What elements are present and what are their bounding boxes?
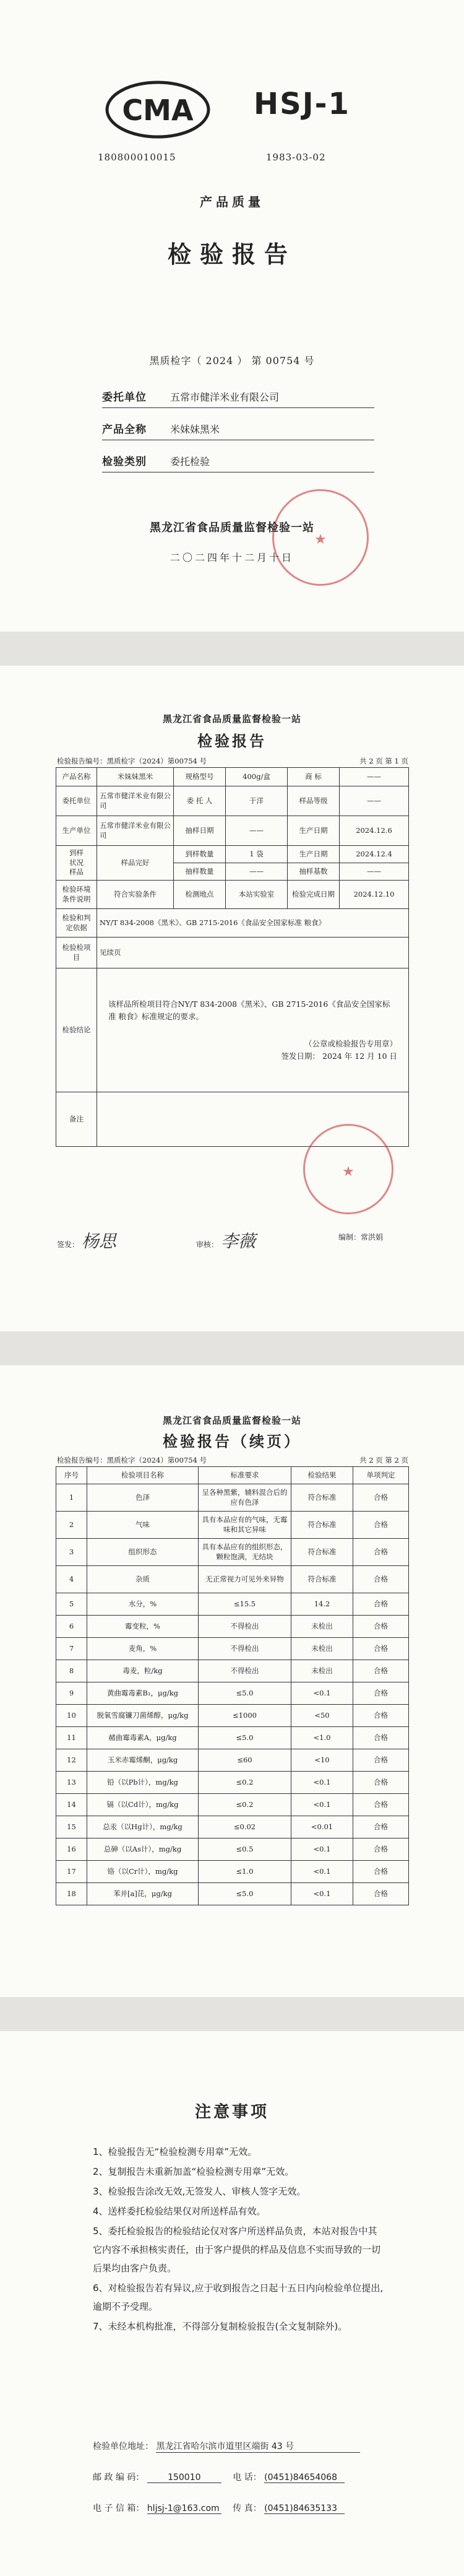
cell-result: <0.1 bbox=[291, 1772, 353, 1794]
cell-requirement: ≤0.2 bbox=[199, 1794, 291, 1816]
cell-label: 到样 状况 样品 bbox=[56, 846, 97, 881]
cell-verdict: 合格 bbox=[353, 1772, 409, 1794]
cell-value: —— bbox=[226, 863, 288, 881]
cell-verdict: 合格 bbox=[353, 1861, 409, 1883]
cell-label: 检验检项目 bbox=[56, 938, 97, 968]
column-header: 单项判定 bbox=[353, 1467, 409, 1484]
table-row bbox=[56, 881, 409, 909]
cell-label: 到样数量 bbox=[174, 846, 226, 863]
signature-row bbox=[57, 1228, 410, 1253]
cell-index: 6 bbox=[56, 1616, 87, 1638]
report-number: 检验报告编号：黑质检字（2024）第00754 号 bbox=[57, 757, 207, 765]
address-line bbox=[93, 2440, 390, 2453]
email-label: 电 子 信 箱： bbox=[93, 2504, 145, 2513]
cover-row-value: 五常市健洋米业有限公司 bbox=[170, 391, 280, 403]
cell-item: 气味 bbox=[87, 1512, 199, 1539]
hsj-logo: HSJ-1 bbox=[254, 87, 350, 121]
cell-result: <10 bbox=[291, 1749, 353, 1772]
cell-index: 18 bbox=[56, 1883, 87, 1905]
notice-item: 2、复制报告未重新加盖“检验检测专用章”无效。 bbox=[93, 2166, 294, 2177]
page-title: 检验报告（续页） bbox=[163, 1432, 301, 1450]
cell-item: 黄曲霉毒素B₁，μg/kg bbox=[87, 1682, 199, 1705]
table-row bbox=[56, 846, 409, 863]
table-row bbox=[56, 1484, 409, 1512]
approver-signature: 杨思 bbox=[81, 1231, 116, 1251]
cell-index: 7 bbox=[56, 1638, 87, 1660]
cell-verdict: 合格 bbox=[353, 1566, 409, 1593]
postcode-phone-line bbox=[93, 2471, 390, 2483]
cell-verdict: 合格 bbox=[353, 1484, 409, 1512]
cell-index: 12 bbox=[56, 1749, 87, 1772]
cell-value: NY/T 834-2008《黑米》、GB 2715-2016《食品安全国家标准 粮食》 bbox=[97, 909, 409, 938]
cell-requirement: ≤5.0 bbox=[199, 1727, 291, 1749]
notice-item: 6、对检验报告若有异议,应于收到报告之日起十五日内向检验单位提出,逾期不予受理。 bbox=[93, 2282, 384, 2312]
cell-label: 生产日期 bbox=[288, 846, 340, 863]
fax-value: (0451)84635133 bbox=[264, 2504, 345, 2514]
conclusion-seal-note: （公章或检验报告专用章） bbox=[304, 1038, 397, 1048]
cell-result: 未检出 bbox=[291, 1660, 353, 1682]
cell-label: 检验和判定依据 bbox=[56, 909, 97, 938]
cell-result: 未检出 bbox=[291, 1616, 353, 1638]
table-row bbox=[56, 816, 409, 846]
cma-logo bbox=[105, 80, 210, 142]
page-count: 共 2 页 第 2 页 bbox=[359, 1456, 408, 1464]
cell-item: 赭曲霉毒素A，μg/kg bbox=[87, 1727, 199, 1749]
table-row bbox=[56, 1539, 409, 1566]
cell-value: 见续页 bbox=[97, 938, 409, 968]
cell-value: 米妹妹黑米 bbox=[97, 768, 174, 786]
notice-item: 5、委托检验报告的检验结论仅对客户所送样品负责，本站对报告中其它内容不承担核实责任，由于客户提供的样品及信息不实而导致的一切后果均由客户负责。 bbox=[93, 2226, 381, 2274]
cell-requirement: 呈各种黑紫，辅料混合后的应有色泽 bbox=[199, 1484, 291, 1512]
table-row bbox=[56, 1749, 409, 1772]
cell-index: 3 bbox=[56, 1539, 87, 1566]
notice-list bbox=[93, 2143, 384, 2337]
cell-index: 1 bbox=[56, 1484, 87, 1512]
cell-verdict: 合格 bbox=[353, 1638, 409, 1660]
cell-verdict: 合格 bbox=[353, 1749, 409, 1772]
cell-label: 抽样日期 bbox=[174, 816, 226, 846]
cell-item: 脱氧雪腐镰刀菌烯醇，μg/kg bbox=[87, 1705, 199, 1727]
cell-index: 11 bbox=[56, 1727, 87, 1749]
cell-requirement: 不得检出 bbox=[199, 1660, 291, 1682]
cell-index: 13 bbox=[56, 1772, 87, 1794]
cell-value: —— bbox=[226, 816, 288, 846]
column-header: 标准要求 bbox=[199, 1467, 291, 1484]
cell-requirement: ≤15.5 bbox=[199, 1593, 291, 1616]
cell-label: 检验环境条件说明 bbox=[56, 881, 97, 909]
cell-result: 14.2 bbox=[291, 1593, 353, 1616]
cell-verdict: 合格 bbox=[353, 1838, 409, 1861]
conclusion-cell bbox=[97, 968, 409, 1092]
report-page-1 bbox=[0, 666, 464, 1331]
cover-title: 检验报告 bbox=[167, 240, 296, 268]
cell-index: 2 bbox=[56, 1512, 87, 1539]
table-row bbox=[56, 786, 409, 816]
cell-result: <0.1 bbox=[291, 1883, 353, 1905]
cell-verdict: 合格 bbox=[353, 1794, 409, 1816]
cell-index: 10 bbox=[56, 1705, 87, 1727]
cell-verdict: 合格 bbox=[353, 1705, 409, 1727]
cell-index: 16 bbox=[56, 1838, 87, 1861]
conclusion-sign-date: 签发日期： 2024 年 12 月 10 日 bbox=[281, 1051, 397, 1061]
table-header-row bbox=[56, 1467, 409, 1484]
cover-subtitle: 产品质量 bbox=[200, 194, 264, 209]
cell-item: 杂质 bbox=[87, 1566, 199, 1593]
cover-org-name: 黑龙江省食品质量监督检验一站 bbox=[150, 521, 314, 534]
cell-requirement: 不得检出 bbox=[199, 1638, 291, 1660]
cell-item: 苯并[a]芘，μg/kg bbox=[87, 1883, 199, 1905]
cell-label: 抽样基数 bbox=[288, 863, 340, 881]
cell-requirement: ≤0.5 bbox=[199, 1838, 291, 1861]
cover-row-label: 检验类别 bbox=[102, 456, 147, 468]
cell-value: —— bbox=[340, 863, 409, 881]
cell-result: 符合标准 bbox=[291, 1539, 353, 1566]
cover-row-client bbox=[102, 383, 374, 408]
cell-verdict: 合格 bbox=[353, 1727, 409, 1749]
page-org-name: 黑龙江省食品质量监督检验一站 bbox=[162, 713, 301, 724]
official-seal: ★ bbox=[303, 1124, 393, 1214]
cell-value: 2024.12.4 bbox=[340, 846, 409, 863]
cell-requirement: 具有本品应有的气味，无霉味和其它异味 bbox=[199, 1512, 291, 1539]
cell-item: 霉变粒，% bbox=[87, 1616, 199, 1638]
cell-requirement: ≤0.02 bbox=[199, 1816, 291, 1838]
cell-item: 组织形态 bbox=[87, 1539, 199, 1566]
conclusion-text: 该样品所检项目符合NY/T 834-2008《黑米》、GB 2715-2016《食品安全国家标准 粮食》标准规定的要求。 bbox=[108, 999, 390, 1021]
cell-value: 2024.12.10 bbox=[340, 881, 409, 909]
cell-value: 于洋 bbox=[226, 786, 288, 816]
cell-result: <0.1 bbox=[291, 1838, 353, 1861]
cell-result: <50 bbox=[291, 1705, 353, 1727]
report-info-table bbox=[56, 767, 409, 1147]
cell-verdict: 合格 bbox=[353, 1539, 409, 1566]
cell-value: 五常市健洋米业有限公司 bbox=[97, 816, 174, 846]
cell-value: 五常市健洋米业有限公司 bbox=[97, 786, 174, 816]
cell-result: 符合标准 bbox=[291, 1484, 353, 1512]
cell-value: —— bbox=[340, 786, 409, 816]
table-row bbox=[56, 1660, 409, 1682]
cell-index: 17 bbox=[56, 1861, 87, 1883]
notice-item: 3、检验报告涂改无效,无签发人、审核人签字无效。 bbox=[93, 2186, 306, 2197]
cover-row-category bbox=[102, 447, 374, 472]
cover-row-value: 米妹妹黑米 bbox=[170, 424, 220, 435]
cell-value: —— bbox=[340, 768, 409, 786]
cell-item: 铅（以Pb计），mg/kg bbox=[87, 1772, 199, 1794]
table-row bbox=[56, 1883, 409, 1905]
cell-item: 水分，% bbox=[87, 1593, 199, 1616]
cell-label: 委托单位 bbox=[56, 786, 97, 816]
cell-value: 400g/盒 bbox=[226, 768, 288, 786]
table-row bbox=[56, 1705, 409, 1727]
notice-item: 4、送样委托检验结果仅对所送样品有效。 bbox=[93, 2206, 266, 2217]
table-row bbox=[56, 1727, 409, 1749]
cell-result: <0.1 bbox=[291, 1794, 353, 1816]
cell-value: 1 袋 bbox=[226, 846, 288, 863]
cert-date: 1983-03-02 bbox=[266, 152, 326, 163]
cell-requirement: 具有本品应有的组织形态，颗粒饱满，无结块 bbox=[199, 1539, 291, 1566]
table-row bbox=[56, 1816, 409, 1838]
page-org-name: 黑龙江省食品质量监督检验一站 bbox=[162, 1415, 301, 1426]
cell-result: 未检出 bbox=[291, 1638, 353, 1660]
reviewer-signature: 李薇 bbox=[220, 1231, 256, 1251]
cell-requirement: ≤0.2 bbox=[199, 1772, 291, 1794]
cell-label: 产品名称 bbox=[56, 768, 97, 786]
cell-item: 毒麦，粒/kg bbox=[87, 1660, 199, 1682]
phone-label: 电 话： bbox=[233, 2473, 262, 2482]
page-title: 检验报告 bbox=[197, 732, 267, 750]
column-header: 检验项目名称 bbox=[87, 1467, 199, 1484]
cell-label: 检测地点 bbox=[174, 881, 226, 909]
email-fax-line bbox=[93, 2502, 390, 2514]
cell-verdict: 合格 bbox=[353, 1616, 409, 1638]
report-page-2 bbox=[0, 1365, 464, 1997]
cell-label: 样品等级 bbox=[288, 786, 340, 816]
phone-value: (0451)84654068 bbox=[264, 2473, 345, 2483]
table-row bbox=[56, 1772, 409, 1794]
table-row bbox=[56, 1593, 409, 1616]
table-row bbox=[56, 909, 409, 938]
notice-item: 1、检验报告无“检验检测专用章”无效。 bbox=[93, 2146, 257, 2157]
cma-logo-text: CMA bbox=[122, 94, 194, 127]
cover-page bbox=[0, 0, 464, 632]
cell-item: 总汞（以Hg计），mg/kg bbox=[87, 1816, 199, 1838]
column-header: 序号 bbox=[56, 1467, 87, 1484]
cell-index: 9 bbox=[56, 1682, 87, 1705]
cell-value: 本站实验室 bbox=[226, 881, 288, 909]
table-row bbox=[56, 1794, 409, 1816]
column-header: 检验结果 bbox=[291, 1467, 353, 1484]
approver-label: 签发： bbox=[57, 1240, 80, 1249]
cell-verdict: 合格 bbox=[353, 1593, 409, 1616]
table-row bbox=[56, 1682, 409, 1705]
cell-item: 色泽 bbox=[87, 1484, 199, 1512]
postcode-value: 150010 bbox=[147, 2473, 221, 2483]
address-label: 检验单位地址： bbox=[93, 2442, 153, 2452]
cell-index: 15 bbox=[56, 1816, 87, 1838]
notice-page bbox=[0, 2031, 464, 2576]
cell-result: 符合标准 bbox=[291, 1512, 353, 1539]
page-gap bbox=[0, 632, 464, 666]
cell-result: <0.1 bbox=[291, 1682, 353, 1705]
cell-label: 备注 bbox=[56, 1092, 97, 1147]
cell-index: 8 bbox=[56, 1660, 87, 1682]
table-row bbox=[56, 1566, 409, 1593]
cell-result: <0.01 bbox=[291, 1816, 353, 1838]
cell-requirement: ≤1000 bbox=[199, 1705, 291, 1727]
cell-item: 麦角，% bbox=[87, 1638, 199, 1660]
cell-value: 样品完好 bbox=[97, 846, 174, 881]
page-gap bbox=[0, 1331, 464, 1365]
results-table bbox=[56, 1466, 409, 1905]
cover-report-number: 黑质检字（ 2024 ） 第 00754 号 bbox=[149, 355, 315, 367]
cell-requirement: ≤1.0 bbox=[199, 1861, 291, 1883]
cell-label: 生产日期 bbox=[288, 816, 340, 846]
cell-result: <0.1 bbox=[291, 1861, 353, 1883]
address-value: 黑龙江省哈尔滨市道里区端街 43 号 bbox=[156, 2440, 360, 2453]
table-row bbox=[56, 938, 409, 968]
cell-requirement: ≤5.0 bbox=[199, 1682, 291, 1705]
cell-verdict: 合格 bbox=[353, 1682, 409, 1705]
fax-label: 传 真： bbox=[233, 2504, 262, 2513]
cell-requirement: ≤5.0 bbox=[199, 1883, 291, 1905]
cell-verdict: 合格 bbox=[353, 1512, 409, 1539]
cell-label: 生产单位 bbox=[56, 816, 97, 846]
cell-verdict: 合格 bbox=[353, 1816, 409, 1838]
cell-label: 抽样数量 bbox=[174, 863, 226, 881]
cell-item: 镉（以Cd计），mg/kg bbox=[87, 1794, 199, 1816]
cell-result: 符合标准 bbox=[291, 1566, 353, 1593]
cell-requirement: ≤60 bbox=[199, 1749, 291, 1772]
notice-title: 注意事项 bbox=[194, 2103, 269, 2121]
cell-label: 商 标 bbox=[288, 768, 340, 786]
cell-label: 规格型号 bbox=[174, 768, 226, 786]
cell-index: 5 bbox=[56, 1593, 87, 1616]
notice-item: 7、未经本机构批准，不得部分复制检验报告(全文复制除外)。 bbox=[93, 2321, 348, 2332]
editor-label: 编制：常洪娟 bbox=[338, 1233, 384, 1242]
cell-verdict: 合格 bbox=[353, 1660, 409, 1682]
cell-index: 14 bbox=[56, 1794, 87, 1816]
table-row bbox=[56, 1861, 409, 1883]
cell-label: 委 托 人 bbox=[174, 786, 226, 816]
cell-item: 总砷（以As计），mg/kg bbox=[87, 1838, 199, 1861]
cell-value: 2024.12.6 bbox=[340, 816, 409, 846]
cell-verdict: 合格 bbox=[353, 1883, 409, 1905]
cover-row-product bbox=[102, 415, 374, 440]
page-count: 共 2 页 第 1 页 bbox=[359, 757, 408, 765]
table-row bbox=[56, 768, 409, 786]
page-gap bbox=[0, 1997, 464, 2031]
report-number: 检验报告编号：黑质检字（2024）第00754 号 bbox=[57, 1456, 207, 1464]
cell-result: <1.0 bbox=[291, 1727, 353, 1749]
cell-value: 符合实验条件 bbox=[97, 881, 174, 909]
cell-label: 检验完成日期 bbox=[288, 881, 340, 909]
cert-number: 180800010015 bbox=[98, 152, 176, 163]
cell-index: 4 bbox=[56, 1566, 87, 1593]
table-row bbox=[56, 1512, 409, 1539]
table-row bbox=[56, 1616, 409, 1638]
cell-requirement: 无正常视力可见外来异物 bbox=[199, 1566, 291, 1593]
reviewer-label: 审核： bbox=[196, 1240, 219, 1249]
cell-requirement: 不得检出 bbox=[199, 1616, 291, 1638]
cover-date: 二〇二四年十二月十日 bbox=[170, 552, 294, 564]
cell-item: 铬（以Cr计），mg/kg bbox=[87, 1861, 199, 1883]
cover-row-label: 产品全称 bbox=[102, 424, 147, 436]
official-seal: ★ bbox=[272, 489, 369, 586]
table-row bbox=[56, 1638, 409, 1660]
cover-row-value: 委托检验 bbox=[170, 456, 210, 468]
cell-label: 检验结论 bbox=[56, 968, 97, 1092]
postcode-label: 邮 政 编 码： bbox=[93, 2473, 145, 2482]
conclusion-row bbox=[56, 968, 409, 1092]
cover-row-label: 委托单位 bbox=[102, 391, 147, 404]
cell-item: 玉米赤霉烯酮，μg/kg bbox=[87, 1749, 199, 1772]
email-value: hljsj-1@163.com bbox=[147, 2504, 221, 2514]
table-row bbox=[56, 1838, 409, 1861]
